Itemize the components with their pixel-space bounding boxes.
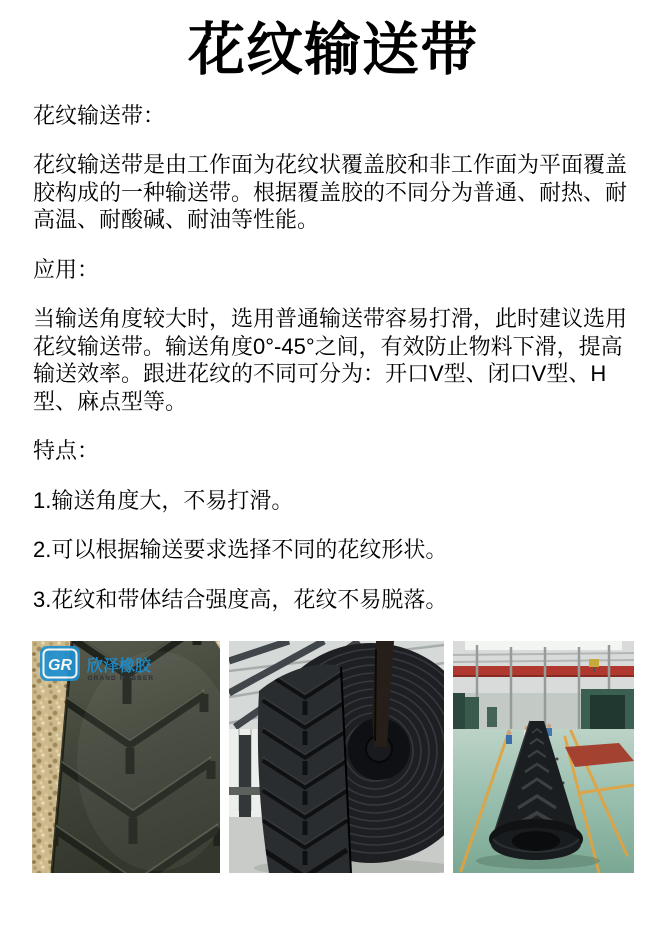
feature-item-2: 2.可以根据输送要求选择不同的花纹形状。 [33,537,448,563]
features-label: 特点： [33,438,100,464]
application-label: 应用： [33,256,100,282]
photo-belt-in-workshop [453,641,634,873]
product-article-page [0,18,666,873]
intro-paragraph: 花纹输送带是由工作面为花纹状覆盖胶和非工作面为平面覆盖胶构成的一种输送带。根据覆盖胶的不同分为普通、耐热、耐高温、耐酸碱、耐油等性能。 [33,152,628,233]
brand-name-cn: 欣泽橡胶 [87,658,152,676]
article-body [0,102,666,614]
photo-chevron-belt-roll [229,641,444,873]
hoist [589,659,599,667]
feature-item-3: 3.花纹和带体结合强度高，花纹不易脱落。 [33,586,448,612]
page-title: 花纹输送带 [188,18,478,82]
chevron-belt-face [258,665,351,873]
brand-name-en: GRAND RUBBER [87,675,155,683]
intro-label: 花纹输送带： [33,102,166,128]
photo-chevron-belt-on-gravel [32,641,220,873]
application-paragraph: 当输送角度较大时，选用普通输送带容易打滑，此时建议选用花纹输送带。输送角度0°-45°之间，有效防止物料下滑，提高输送效率。跟进花纹的不同可分为：开口V型、闭口V型、H型、麻点型等。 [33,306,628,414]
crane-beam [453,666,634,676]
brand-monogram: GR [48,657,72,675]
feature-item-1: 1.输送角度大，不易打滑。 [33,487,294,513]
product-photo-row [0,641,666,873]
